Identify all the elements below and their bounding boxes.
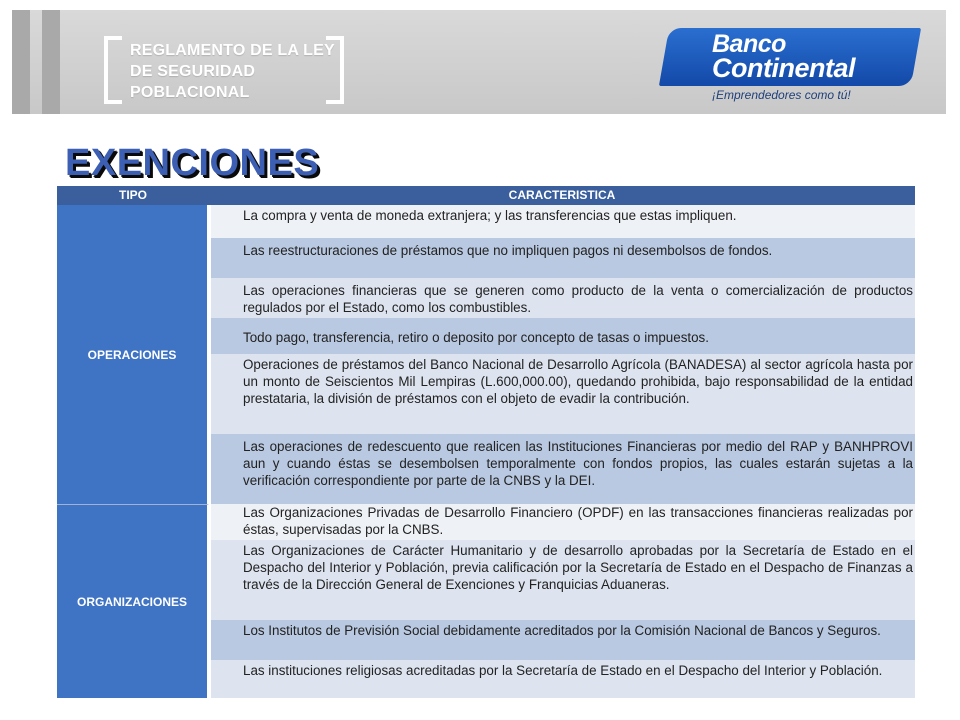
page-title: EXENCIONES [65, 142, 320, 184]
document-title: REGLAMENTO DE LA LEY DE SEGURIDAD POBLACIONAL [130, 42, 335, 101]
right-bracket [326, 36, 344, 104]
column-header-tipo: TIPO [118, 188, 147, 202]
decorative-stripe [12, 10, 30, 114]
logo-line-1: Banco [712, 30, 786, 58]
tipo-cell-operaciones: OPERACIONES [57, 205, 209, 504]
logo-tagline: ¡Emprendedores como tú! [712, 88, 851, 102]
table-row: Las Organizaciones de Carácter Humanitario y de desarrollo aprobadas por la Secretaría de Estado en el Despacho del Interior y Población, previa calificación por la Secretaría de Estado en el Despacho de Finanzas a través de la Dirección General de Exenciones y Franquicias Aduaneras. [211, 540, 915, 620]
table-row: Los Institutos de Previsión Social debidamente acreditados por la Comisión Nacional de Bancos y Seguros. [211, 620, 915, 660]
left-bracket [104, 36, 122, 104]
table-row: Todo pago, transferencia, retiro o deposito por concepto de tasas o impuestos. [211, 318, 915, 354]
table-row: Las instituciones religiosas acreditadas por la Secretaría de Estado en el Despacho del Interior y Población. [211, 660, 915, 698]
bank-logo [712, 30, 855, 83]
tipo-cell-organizaciones: ORGANIZACIONES [57, 504, 209, 698]
table-row: Las Organizaciones Privadas de Desarrollo Financiero (OPDF) en las transacciones financieras realizadas por éstas, supervisadas por la CNBS. [211, 504, 915, 540]
logo-line-2: Continental [712, 53, 855, 83]
decorative-stripe [42, 10, 60, 114]
table-row: La compra y venta de moneda extranjera; y las transferencias que estas impliquen. [211, 205, 915, 238]
table-row: Las operaciones financieras que se generen como producto de la venta o comercialización de productos regulados por el Estado, como los combustibles. [211, 278, 915, 318]
column-header-caracteristica: CARACTERISTICA [508, 188, 616, 202]
table-row: Las operaciones de redescuento que realicen las Instituciones Financieras por medio del RAP y BANHPROVI aun y cuando éstas se desembolsen temporalmente con fondos propios, las cuales estarán sujetas a la verificación correspondiente por parte de la CNBS y la DEI. [211, 434, 915, 504]
table-row: Operaciones de préstamos del Banco Nacional de Desarrollo Agrícola (BANADESA) al sector agrícola hasta por un monto de Seiscientos Mil Lempiras (L.600,000.00), quedando prohibida, bajo responsabilidad de la entidad prestataria, la división de préstamos con el objeto de evadir la contribución. [211, 354, 915, 434]
table-row: Las reestructuraciones de préstamos que no impliquen pagos ni desembolsos de fondos. [211, 238, 915, 278]
table-header [57, 186, 915, 205]
